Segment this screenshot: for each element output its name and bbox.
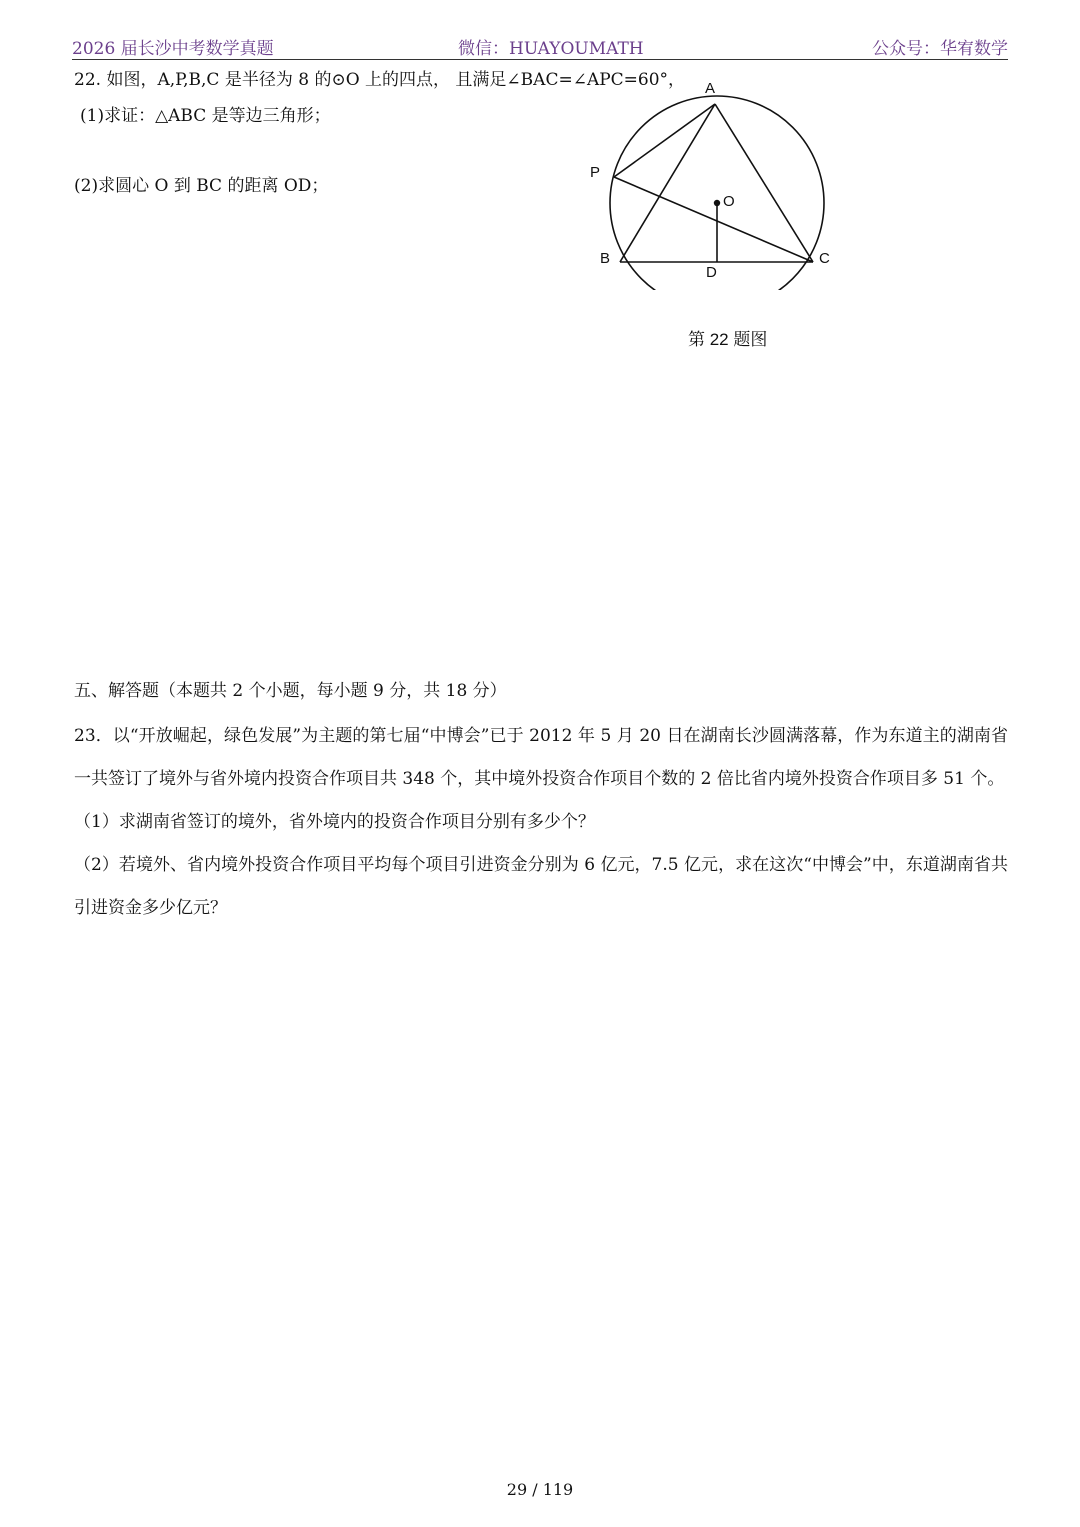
q22-figure — [585, 70, 845, 290]
q22-stem: 22. 如图，A,P,B,C 是半径为 8 的⊙O 上的四点， 且满足∠BAC=∠APC=60°， — [74, 70, 686, 90]
header-wechat: 微信：HUAYOUMATH — [458, 39, 644, 59]
q23-part2: （2）若境外、省内境外投资合作项目平均每个项目引进资金分别为 6 亿元，7.5 亿元，求在这次“中博会”中，东道湖南省共引进资金多少亿元？ — [74, 855, 1008, 918]
section5-heading: 五、解答题（本题共 2 个小题，每小题 9 分，共 18 分） — [74, 681, 507, 701]
label-o: O — [723, 193, 735, 210]
segment-ac — [715, 104, 813, 262]
header-public-account: 公众号：华宥数学 — [872, 39, 1008, 59]
figure-caption: 第 22 题图 — [688, 330, 768, 349]
label-c: C — [819, 250, 830, 267]
q23-stem: 23．以“开放崛起，绿色发展”为主题的第七届“中博会”已于 2012 年 5 月 20 日在湖南长沙圆满落幕，作为东道主的湖南省一共签订了境外与省外境内投资合作项目共 348 个，其中境外投资合作项目个数的 2 倍比省内境外投资合作项目多 51 个。 — [74, 726, 1008, 789]
q23-block — [74, 715, 1008, 930]
label-p: P — [590, 164, 601, 181]
header-divider — [72, 59, 1008, 60]
segment-pc — [614, 177, 813, 262]
page-header — [72, 34, 1008, 58]
q22-part2: (2)求圆心 O 到 BC 的距离 OD； — [74, 176, 329, 196]
label-d: D — [706, 264, 717, 281]
center-point-o — [714, 200, 720, 206]
q23-part1: （1）求湖南省签订的境外，省外境内的投资合作项目分别有多少个？ — [74, 812, 595, 832]
page-number: 29 / 119 — [506, 1480, 574, 1499]
q22-part1: (1)求证：△ABC 是等边三角形； — [80, 106, 331, 126]
label-b: B — [600, 250, 611, 267]
segment-ab — [620, 104, 715, 262]
label-a: A — [705, 80, 716, 97]
header-doc-title: 2026 届长沙中考数学真题 — [72, 39, 274, 59]
segment-pa — [614, 104, 715, 177]
